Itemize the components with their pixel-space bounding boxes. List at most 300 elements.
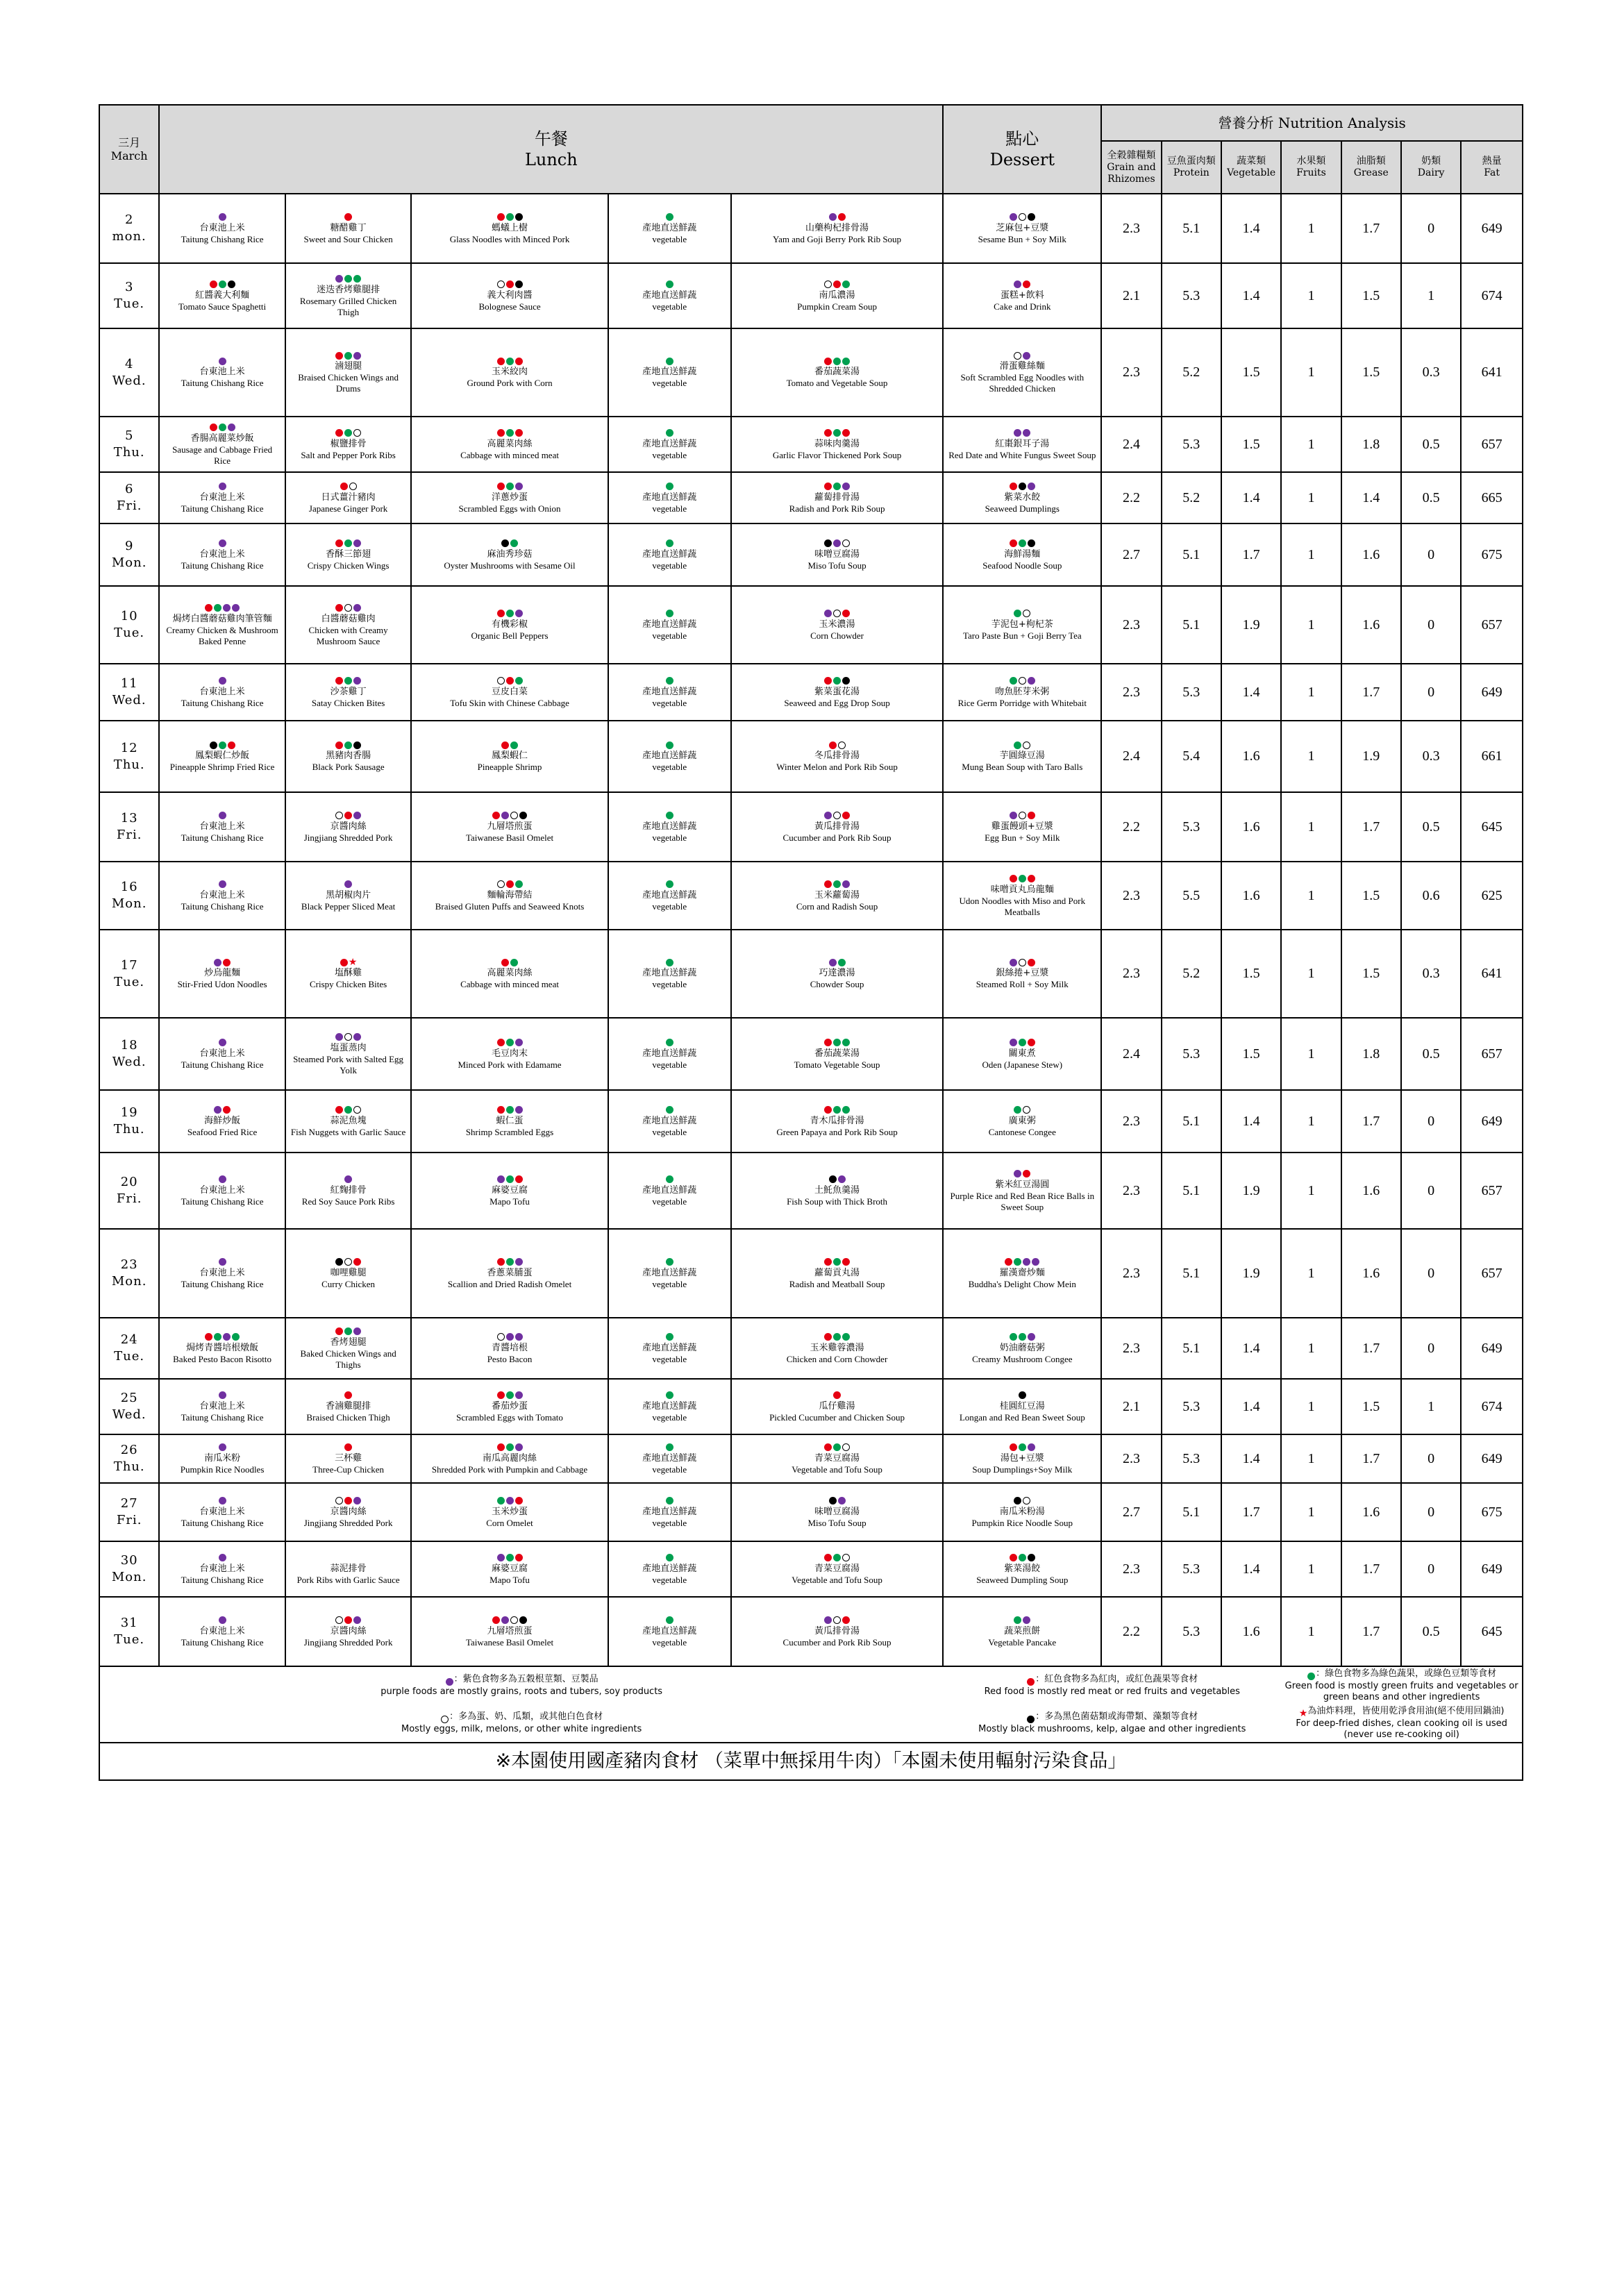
dish-name-en: Black Pepper Sliced Meat [301,900,396,912]
dish-cell [159,1434,285,1483]
dish-name-zh: 蛋糕+飲料 [1000,290,1044,301]
dish-name-en: Shrimp Scrambled Eggs [465,1126,554,1137]
purple-dot-icon [501,1616,509,1624]
green-dot-icon [842,280,850,288]
black-dot-icon [829,1497,837,1505]
purple-dot-icon [829,959,837,966]
date-cell [99,1018,159,1090]
nutrition-value: 1.8 [1341,1018,1401,1090]
dish-name-zh: 黃瓜排骨湯 [814,821,860,832]
red-dot-icon [210,424,217,431]
dish-cell [411,586,608,664]
red-dot-icon [497,1039,505,1046]
day-number: 9 [124,539,134,553]
purple-dot-icon [219,677,226,685]
food-color-dots [164,1175,281,1184]
nutrition-value: 2.3 [1101,664,1161,721]
nutrition-value: 1.4 [1221,472,1281,523]
dish-cell [731,1318,944,1379]
green-dot-icon [842,358,850,365]
red-dot-icon [497,1391,505,1399]
green-dot-icon [506,1175,514,1183]
date-cell [99,472,159,523]
nutrition-value: 1.7 [1341,1597,1401,1666]
purple-dot-icon [497,1554,505,1561]
dish-name-zh: 有機彩椒 [492,619,528,630]
red-dot-icon [842,429,850,437]
food-color-dots [948,539,1096,548]
purple-dot-icon [353,352,361,360]
nutrition-value: 2.1 [1101,1379,1161,1434]
dish-name-zh: 產地直送鮮蔬 [642,1625,697,1636]
nutrition-value: 649 [1461,194,1523,263]
dish-name-en: Tomato and Vegetable Soup [786,378,888,388]
purple-dot-icon [1028,483,1035,490]
dish-name-en: Seafood Fried Rice [187,1126,258,1137]
dish-name-en: Mapo Tofu [489,1196,530,1207]
food-color-dots [164,1332,281,1342]
dish-cell [159,1541,285,1597]
nutrition-value: 0 [1401,1229,1461,1318]
dish-name-en: vegetable [652,378,687,388]
purple-dot-icon [353,604,361,612]
black-dot-icon [519,812,527,819]
red-dot-icon [335,604,343,612]
nutrition-value: 1 [1281,328,1341,417]
nutrition-value: 0.3 [1401,930,1461,1018]
red-dot-icon [515,429,523,437]
food-color-dots [416,482,603,492]
lunch-zh: 午餐 [534,129,568,149]
star-icon: ★ [348,957,358,968]
dish-cell [608,1018,731,1090]
food-color-dots [290,539,407,548]
dish-name-en: Red Date and White Fungus Sweet Soup [948,449,1096,460]
food-color-dots [164,356,281,366]
dish-cell [411,664,608,721]
dish-name-en: Cucumber and Pork Rib Soup [782,832,891,843]
nutrition-value: 5.1 [1162,1090,1221,1153]
black-dot-icon [1028,213,1035,221]
menu-rows [99,194,1523,1666]
food-color-dots [164,1391,281,1400]
dish-name-en: Chicken with Creamy Mushroom Sauce [308,624,388,646]
food-color-dots [613,539,726,548]
dish-cell [159,1379,285,1434]
nutrition-value: 5.3 [1162,1434,1221,1483]
purple-dot-icon [506,1497,514,1505]
legend [99,1666,1523,1743]
food-color-dots [416,1616,603,1625]
dish-name-en: vegetable [652,233,687,244]
day-number: 17 [120,957,138,973]
dish-name-zh: 麻婆豆腐 [492,1184,528,1196]
nutrition-value: 0 [1401,1541,1461,1597]
dish-name-en: Creamy Mushroom Congee [972,1353,1073,1364]
dish-cell [608,1483,731,1541]
menu-day-row [99,721,1523,792]
dish-name-en: Taitung Chishang Rice [181,1059,264,1070]
nutrition-value: 5.3 [1162,417,1221,472]
dish-cell [943,1318,1101,1379]
dish-name-zh: 產地直送鮮蔬 [642,619,697,630]
lunch-en: Lunch [524,150,578,169]
dish-cell [411,721,608,792]
black-dot-icon [353,741,361,749]
dish-name-zh: 巧達濃湯 [819,968,855,978]
black-dot-icon [515,213,523,221]
nutrition-value: 0.5 [1401,1018,1461,1090]
purple-dot-icon [335,275,343,283]
day-of-week: Wed. [112,1055,147,1069]
nutrition-value: 2.7 [1101,1483,1161,1541]
white-dot-icon [335,1497,343,1505]
dish-name-en: Vegetable and Tofu Soup [792,1574,882,1585]
dish-cell [943,1379,1101,1434]
dish-name-en: Seaweed and Egg Drop Soup [784,697,890,708]
dish-cell [608,862,731,930]
dish-name-en: Radish and Pork Rib Soup [789,503,885,514]
date-cell [99,792,159,862]
nutrition-value: 0 [1401,1153,1461,1229]
red-dot-icon [1023,280,1030,288]
green-dot-icon [842,1106,850,1114]
red-dot-icon [824,677,832,685]
green-dot-icon [232,1333,240,1341]
red-dot-icon [842,1258,850,1266]
green-dot-icon [838,959,846,966]
date-cell [99,417,159,472]
dish-cell [411,194,608,263]
white-dot-icon [833,610,841,617]
red-dot-icon [824,880,832,888]
dish-cell [943,472,1101,523]
food-color-dots [948,1391,1096,1400]
nutrition-value: 1.8 [1341,417,1401,472]
date-cell [99,1434,159,1483]
nutrition-value: 0 [1401,1318,1461,1379]
dish-name-zh: 京醬肉絲 [330,1506,367,1517]
dish-cell [608,1597,731,1666]
dish-name-zh: 芋圓綠豆湯 [999,751,1045,761]
food-color-dots [736,1038,939,1048]
dish-cell [608,721,731,792]
dish-name-zh: 香蔥菜脯蛋 [487,1267,533,1278]
dish-name-en: Pickled Cucumber and Chicken Soup [769,1411,905,1423]
dish-name-en: Miso Tofu Soup [807,560,867,571]
date-cell [99,1229,159,1318]
nutrition-header: 營養分析 Nutrition Analysis [1101,105,1523,141]
legend-text-en: Red food is mostly red meat or red fruits and vegetables [984,1686,1240,1697]
green-dot-icon [344,677,352,685]
red-dot-icon [205,604,212,612]
food-color-dots [736,740,939,750]
green-dot-icon [515,880,523,888]
nutrition-value: 1.4 [1221,194,1281,263]
dish-cell [285,1018,412,1090]
dish-name-zh: 香腸高麗菜炒飯 [190,433,254,444]
nutrition-value: 657 [1461,586,1523,664]
dish-name-zh: 紫菜水餃 [1004,492,1041,503]
day-of-week: Mon. [111,1570,147,1584]
green-dot-icon [833,677,841,685]
dish-name-en: Cucumber and Pork Rib Soup [782,1636,891,1648]
green-dot-icon [666,1443,673,1451]
dish-cell [411,1090,608,1153]
date-cell [99,194,159,263]
dish-cell [285,1434,412,1483]
purple-dot-icon [219,1554,226,1561]
dish-name-zh: 蝦仁蛋 [496,1115,524,1126]
dish-name-zh: 炒烏龍麵 [204,968,241,978]
dish-cell [731,721,944,792]
food-color-dots [736,1175,939,1184]
dish-name-en: Corn and Radish Soup [796,900,878,912]
nutrition-value: 0.5 [1401,1597,1461,1666]
red-dot-icon [497,483,505,490]
nutrition-value: 1.7 [1221,1483,1281,1541]
dish-cell [159,664,285,721]
nutrition-value: 2.3 [1101,586,1161,664]
food-color-dots [948,1105,1096,1115]
dish-name-en: Seaweed Dumplings [985,503,1060,514]
food-color-dots [416,1105,603,1115]
dish-name-zh: 塩蛋蒸肉 [330,1042,367,1053]
dish-name-en: Scallion and Dried Radish Omelet [447,1278,572,1289]
legend-item [943,1704,1281,1743]
white-dot-icon [335,1616,343,1624]
nutrition-value: 1.6 [1221,1597,1281,1666]
green-dot-icon [666,610,673,617]
purple-dot-icon [219,1258,226,1266]
food-color-dots [416,539,603,548]
white-dot-icon [1019,812,1026,819]
dish-cell [285,523,412,586]
dish-cell [731,417,944,472]
green-dot-icon [344,539,352,547]
food-color-dots [416,356,603,366]
green-dot-icon [1019,539,1026,547]
nutrition-value: 1 [1281,523,1341,586]
date-cell [99,1597,159,1666]
nutrition-col-header [1162,141,1221,194]
purple-dot-icon [515,1258,523,1266]
nutrition-value: 1.5 [1221,1018,1281,1090]
food-color-dots [164,811,281,821]
dish-name-en: Glass Noodles with Minced Pork [449,233,570,244]
food-color-dots [613,1553,726,1563]
green-dot-icon [506,429,514,437]
black-dot-icon [824,539,832,547]
nutrition-value: 1 [1281,792,1341,862]
dish-name-en: Pumpkin Rice Noodles [180,1464,265,1475]
legend-text-en: Mostly black mushrooms, kelp, algae and other ingredients [978,1724,1246,1734]
dish-name-en: vegetable [652,1517,687,1528]
dish-name-en: Mung Bean Soup with Taro Balls [962,762,1083,772]
dish-name-en: Taiwanese Basil Omelet [465,1636,554,1648]
food-color-dots [613,1332,726,1342]
food-color-dots [290,1553,407,1563]
dish-name-zh: 銀絲捲+豆漿 [996,968,1049,978]
green-dot-icon [666,1106,673,1114]
red-dot-icon [833,1391,841,1399]
dish-name-zh: 台東池上米 [199,889,245,900]
day-of-week: Fri. [116,1513,142,1527]
nutrition-value: 5.5 [1162,862,1221,930]
menu-day-row [99,328,1523,417]
green-dot-icon [666,1333,673,1341]
dish-name-zh: 台東池上米 [199,222,245,233]
nutrition-col-zh: 水果類 [1296,156,1326,167]
green-dot-icon [506,1391,514,1399]
dish-name-en: Japanese Ginger Pork [308,503,388,514]
red-dot-icon [1028,959,1035,966]
green-dot-icon [666,539,673,547]
red-dot-icon [842,812,850,819]
menu-day-row [99,1153,1523,1229]
dish-cell [159,194,285,263]
dish-name-en: Jingjiang Shredded Pork [303,1517,393,1528]
nutrition-value: 1.7 [1341,792,1401,862]
green-dot-icon [842,1039,850,1046]
dish-cell [943,523,1101,586]
dish-name-zh: 湯包+豆漿 [1000,1452,1044,1464]
dessert-zh: 點心 [1005,129,1039,149]
dish-name-zh: 香烤翅腿 [330,1336,367,1348]
dish-cell [411,1379,608,1434]
purple-dot-icon [219,483,226,490]
dish-name-en: Pesto Bacon [487,1353,533,1364]
dish-name-en: Creamy Chicken & Mushroom Baked Penne [166,624,278,646]
nutrition-value: 1 [1281,263,1341,328]
red-dot-icon [824,483,832,490]
nutrition-value: 674 [1461,263,1523,328]
dish-name-en: Cabbage with minced meat [460,979,559,989]
green-dot-icon [1019,1554,1026,1561]
green-dot-icon [214,604,221,612]
green-dot-icon [506,213,514,221]
food-color-dots [290,1616,407,1625]
dish-name-en: vegetable [652,1464,687,1475]
dish-name-en: Oyster Mushrooms with Sesame Oil [444,560,576,571]
nutrition-value: 1.5 [1341,328,1401,417]
purple-dot-icon [515,610,523,617]
dish-name-en: vegetable [652,1636,687,1648]
green-dot-icon [666,1497,673,1505]
dish-cell [943,1483,1101,1541]
red-dot-icon [335,352,343,360]
food-color-dots [290,676,407,686]
nutrition-value: 5.3 [1162,263,1221,328]
white-dot-icon [1023,1497,1030,1505]
dish-cell [608,1318,731,1379]
food-color-dots [948,740,1096,750]
food-color-dots [164,1257,281,1267]
dish-cell [159,930,285,1018]
dish-name-en: Taitung Chishang Rice [181,697,264,708]
purple-dot-icon [1023,429,1030,437]
black-dot-icon [519,1616,527,1624]
dish-name-zh: 滑蛋雞絲麵 [999,361,1045,371]
red-dot-icon [842,1616,850,1624]
food-color-dots [613,1391,726,1400]
food-color-dots [948,1038,1096,1048]
food-color-dots [164,1443,281,1452]
nutrition-value: 1.4 [1221,1379,1281,1434]
menu-day-row [99,1483,1523,1541]
green-dot-icon [666,1039,673,1046]
food-color-dots [164,212,281,222]
food-color-dots [613,212,726,222]
dish-name-zh: 味噌豆腐湯 [814,548,860,560]
red-dot-icon [1005,1258,1012,1266]
dish-name-en: Stir-Fried Udon Noodles [177,979,267,989]
food-color-dots [164,1038,281,1048]
food-color-dots [416,676,603,686]
dish-cell [285,1153,412,1229]
red-dot-icon [824,429,832,437]
food-color-dots [736,957,939,967]
dish-name-en: Tomato Vegetable Soup [794,1059,880,1070]
purple-dot-icon [219,539,226,547]
red-dot-icon [838,213,846,221]
dish-name-zh: 紫菜蛋花湯 [814,686,860,697]
purple-dot-icon [219,358,226,365]
nutrition-value: 5.1 [1162,194,1221,263]
green-dot-icon [219,424,226,431]
nutrition-value: 1.7 [1341,1434,1401,1483]
dish-name-zh: 蘿蔔排骨湯 [814,492,860,503]
white-dot-icon [335,812,343,819]
nutrition-value: 1.4 [1221,1318,1281,1379]
dish-cell [608,1434,731,1483]
dish-name-zh: 紅棗銀耳子湯 [995,438,1050,449]
green-dot-icon [506,1443,514,1451]
nutrition-value: 2.2 [1101,472,1161,523]
dish-name-en: Shredded Pork with Pumpkin and Cabbage [431,1464,588,1475]
nutrition-value: 1 [1281,417,1341,472]
red-dot-icon [1010,483,1017,490]
day-of-week: Fri. [116,1191,142,1206]
dish-name-zh: 黑胡椒肉片 [326,889,371,900]
dish-cell [285,1318,412,1379]
dish-name-en: vegetable [652,979,687,989]
nutrition-value: 1.6 [1221,721,1281,792]
dish-name-en: Pumpkin Cream Soup [797,301,877,312]
nutrition-value: 1 [1281,472,1341,523]
day-number: 31 [120,1616,138,1630]
nutrition-value: 665 [1461,472,1523,523]
green-dot-icon [497,1497,505,1505]
red-dot-icon [833,280,841,288]
food-color-dots [416,428,603,438]
purple-dot-icon [232,604,240,612]
dish-cell [159,1597,285,1666]
dish-name-en: Vegetable and Tofu Soup [792,1464,882,1475]
dish-name-en: Pineapple Shrimp [477,762,542,772]
black-dot-icon [501,539,509,547]
legend-text-en: Mostly eggs, milk, melons, or other white ingredients [401,1724,642,1734]
purple-dot-icon [214,1106,221,1114]
purple-dot-icon [515,483,523,490]
nutrition-col-en: Fruits [1296,167,1326,178]
nutrition-value: 0.3 [1401,328,1461,417]
red-dot-icon [515,1497,523,1505]
dish-name-en: Steamed Pork with Salted Egg Yolk [293,1053,404,1075]
food-color-dots [290,811,407,821]
dish-name-en: Fish Soup with Thick Broth [787,1196,888,1207]
purple-dot-icon [344,880,352,888]
